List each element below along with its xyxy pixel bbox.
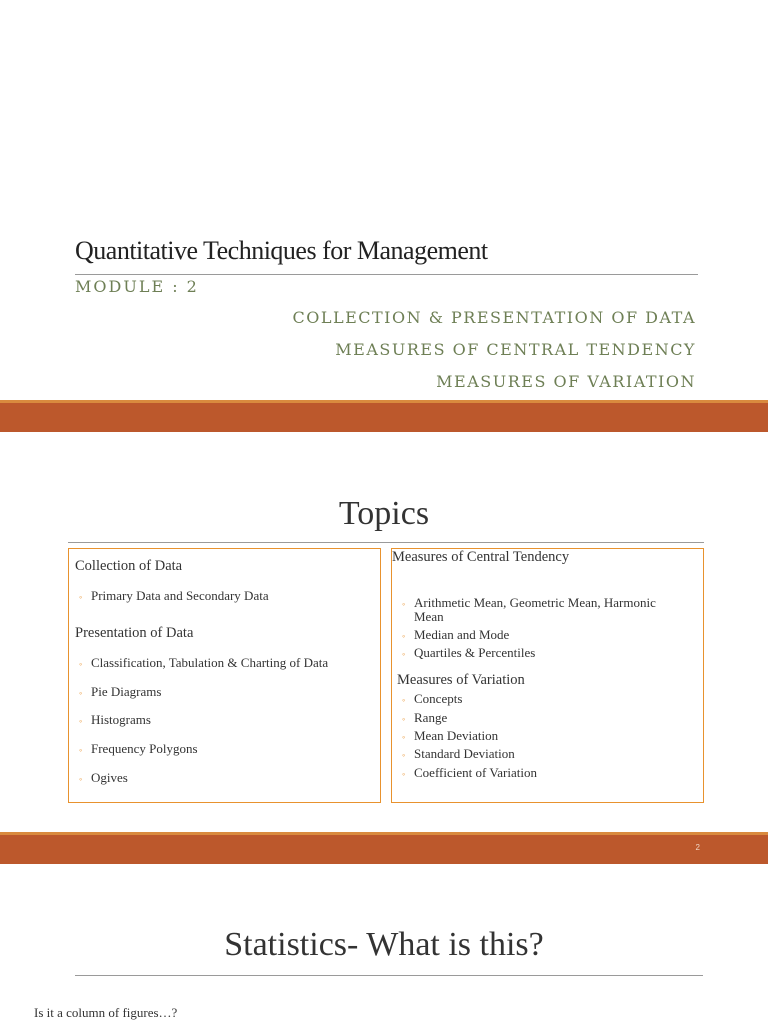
list-item: ◦ Mean Deviation (402, 728, 499, 743)
list-item: ◦ Concepts (402, 691, 463, 706)
bullet-icon: ◦ (79, 592, 83, 602)
topics-title: Topics (338, 495, 430, 532)
list-item: ◦ Standard Deviation (402, 746, 515, 761)
subtitle-variation: MEASURES OF VARIATION (436, 372, 696, 391)
slide-divider-band (0, 835, 768, 864)
page-number: 2 (695, 843, 700, 852)
list-item: ◦ Primary Data and Secondary Data (79, 588, 269, 603)
topics-right-box (391, 548, 704, 803)
bullet-icon: ◦ (402, 599, 406, 609)
statistics-title: Statistics- What is this? (224, 926, 544, 963)
title-divider (75, 274, 698, 275)
list-item: ◦ Ogives (79, 770, 128, 785)
list-item-continued: Mean (414, 609, 444, 624)
slide-divider-band (0, 403, 768, 432)
bullet-icon: ◦ (79, 774, 83, 784)
list-item: ◦ Range (402, 710, 448, 725)
list-item: ◦ Median and Mode (402, 627, 510, 642)
heading-central-tendency: Measures of Central Tendency (392, 549, 570, 565)
subtitle-collection: COLLECTION & PRESENTATION OF DATA (292, 308, 696, 327)
bullet-icon: ◦ (402, 714, 406, 724)
bullet-icon: ◦ (402, 732, 406, 742)
slide-title: Quantitative Techniques for Management (75, 236, 488, 265)
statistics-question: Is it a column of figures…? (34, 1005, 178, 1020)
heading-measures-of-variation: Measures of Variation (397, 672, 525, 688)
list-item: ◦ Pie Diagrams (79, 684, 162, 699)
list-item: ◦ Classification, Tabulation & Charting of Data (79, 655, 329, 670)
bullet-icon: ◦ (402, 631, 406, 641)
subtitle-central-tendency: MEASURES OF CENTRAL TENDENCY (335, 340, 696, 359)
statistics-divider (75, 975, 703, 976)
heading-presentation-of-data: Presentation of Data (75, 625, 194, 641)
bullet-icon: ◦ (79, 716, 83, 726)
bullet-icon: ◦ (402, 769, 406, 779)
list-item: ◦ Coefficient of Variation (402, 765, 537, 780)
bullet-icon: ◦ (79, 659, 83, 669)
module-label: MODULE : 2 (75, 277, 199, 296)
list-item: ◦ Arithmetic Mean, Geometric Mean, Harmonic (402, 595, 656, 610)
heading-collection-of-data: Collection of Data (75, 558, 183, 574)
list-item: ◦ Histograms (79, 712, 151, 727)
bullet-icon: ◦ (79, 688, 83, 698)
topics-divider (68, 542, 704, 543)
list-item: ◦ Quartiles & Percentiles (402, 645, 536, 660)
bullet-icon: ◦ (402, 649, 406, 659)
list-item: ◦ Frequency Polygons (79, 741, 198, 756)
bullet-icon: ◦ (79, 745, 83, 755)
bullet-icon: ◦ (402, 695, 406, 705)
topics-left-box (68, 548, 381, 803)
bullet-icon: ◦ (402, 750, 406, 760)
